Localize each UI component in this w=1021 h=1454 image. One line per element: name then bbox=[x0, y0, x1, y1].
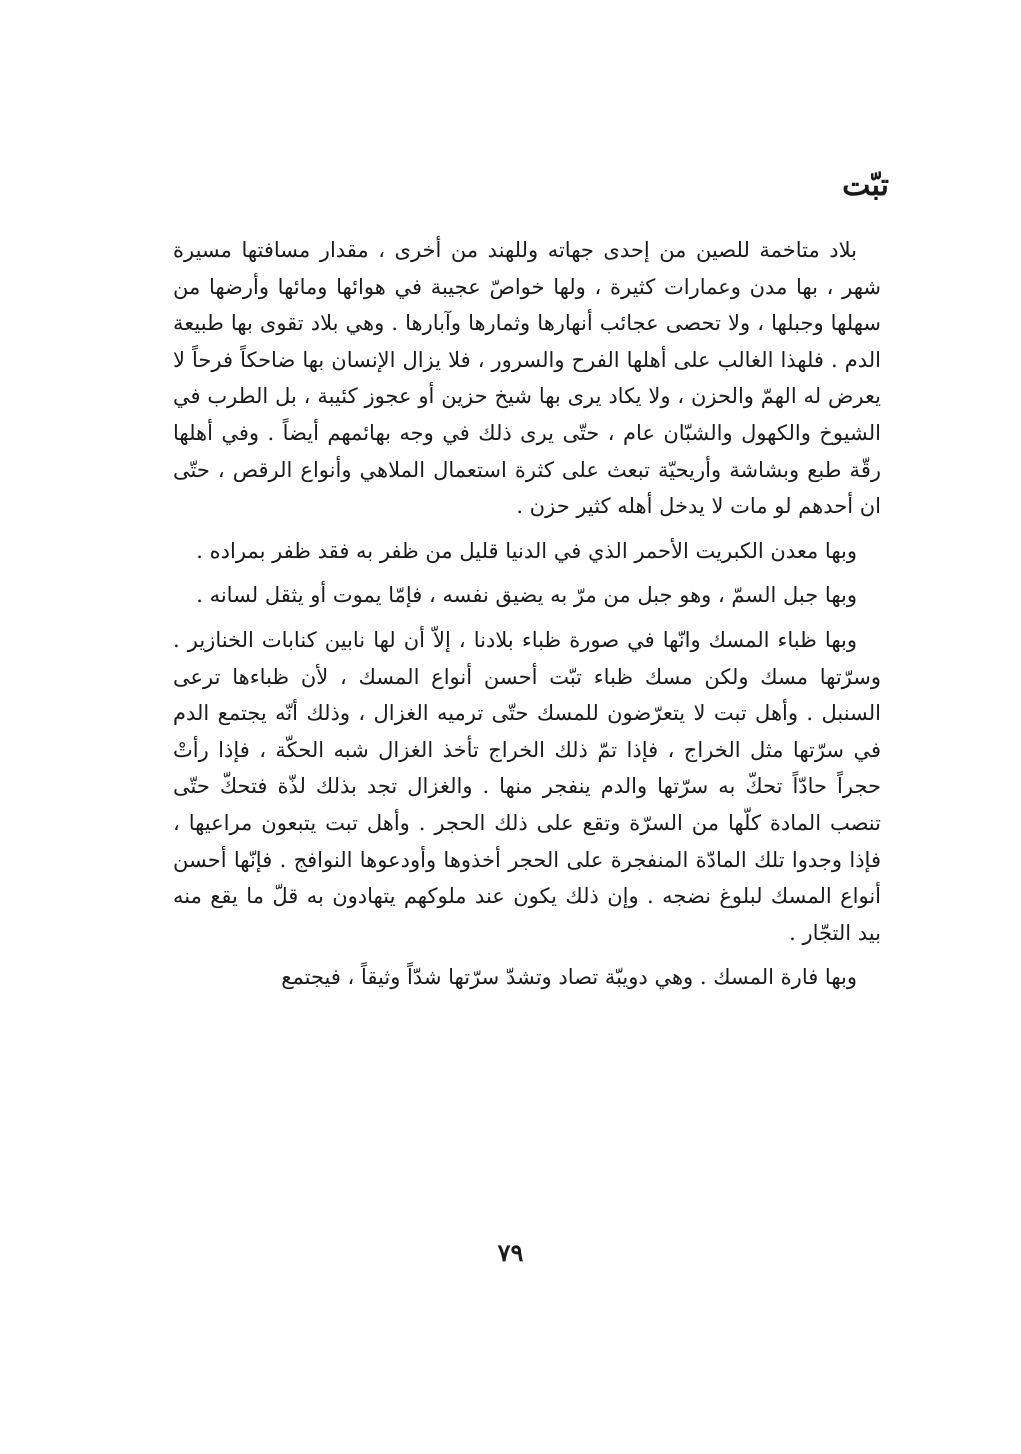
paragraph-poison-mountain: وبها جبل السمّ ، وهو جبل من مرّ به يضيق نفسه ، فإمّا يموت أو يثقل لسانه . bbox=[196, 583, 857, 608]
paragraph-musk-deer: وبها ظباء المسك وانّها في صورة ظباء بلادنا ، إلاّ أن لها نابين كنابات الخنازير . وسرّتها مسك ولكن مسك ظباء تبّت أحسن أنواع المسك ، لأن ظباءها ترعى السنبل . وأهل تبت لا يتعرّضون للمسك حتّى ترميه الغزال ، وذلك أنّه يجتمع الدم في سرّتها مثل الخراج ، فإذا تمّ ذلك الخراج تأخذ الغزال شبه الحكّة ، فإذا رأتْ حجراً حادّاً تحكّ به سرّتها والدم ينفجر منها . والغزال تجد بذلك لذّة فتحكّ حتّى تنصب المادة كلّها من السرّة وتقع على ذلك الحجر . وأهل تبت يتبعون مراعيها ، فإذا وجدوا تلك المادّة المنفجرة على الحجر أخذوها وأودعوها النوافج . فإنّها أحسن أنواع المسك لبلوغ نضجه . وإن ذلك يكون عند ملوكهم يتهادون به قلّ ما يقع منه بيد التجّار . bbox=[173, 627, 881, 945]
paragraph-tibet-description: بلاد متاخمة للصين من إحدى جهاته وللهند من أخرى ، مقدار مسافتها مسيرة شهر ، بها مدن وعمارات كثيرة ، ولها خواصّ عجيبة في هوائها ومائها وأرضها من سهلها وجبلها ، ولا تحصى عجائب أنهارها وثمارها وآبارها . وهي بلاد تقوى بها طبيعة الدم . فلهذا الغالب على أهلها الفرح والسرور ، فلا يزال الإنسان بها ضاحكاً فرحاً لا يعرض له الهمّ والحزن ، ولا يكاد يرى بها شيخ حزين أو عجوز كئيبة ، بل الطرب في الشيوخ والكهول والشبّان عام ، حتّى يرى ذلك في وجه بهائمهم أيضاً . وفي أهلها رقّة طبع وبشاشة وأريحيّة تبعث على كثرة استعمال الملاهي وأنواع الرقص ، حتّى ان أحدهم لو مات لا يدخل أهله كثير حزن . bbox=[173, 238, 881, 519]
paragraph-musk-mouse: وبها فارة المسك . وهي دويبّة تصاد وتشدّ سرّتها شدّاً وثيقاً ، فيجتمع bbox=[281, 965, 857, 990]
paragraph-red-sulfur: وبها معدن الكبريت الأحمر الذي في الدنيا قليل من ظفر به فقد ظفر بمراده . bbox=[196, 538, 857, 563]
body-text bbox=[173, 232, 881, 1004]
page-number: ٧٩ bbox=[497, 1238, 524, 1267]
section-heading: تبّت bbox=[842, 168, 889, 203]
